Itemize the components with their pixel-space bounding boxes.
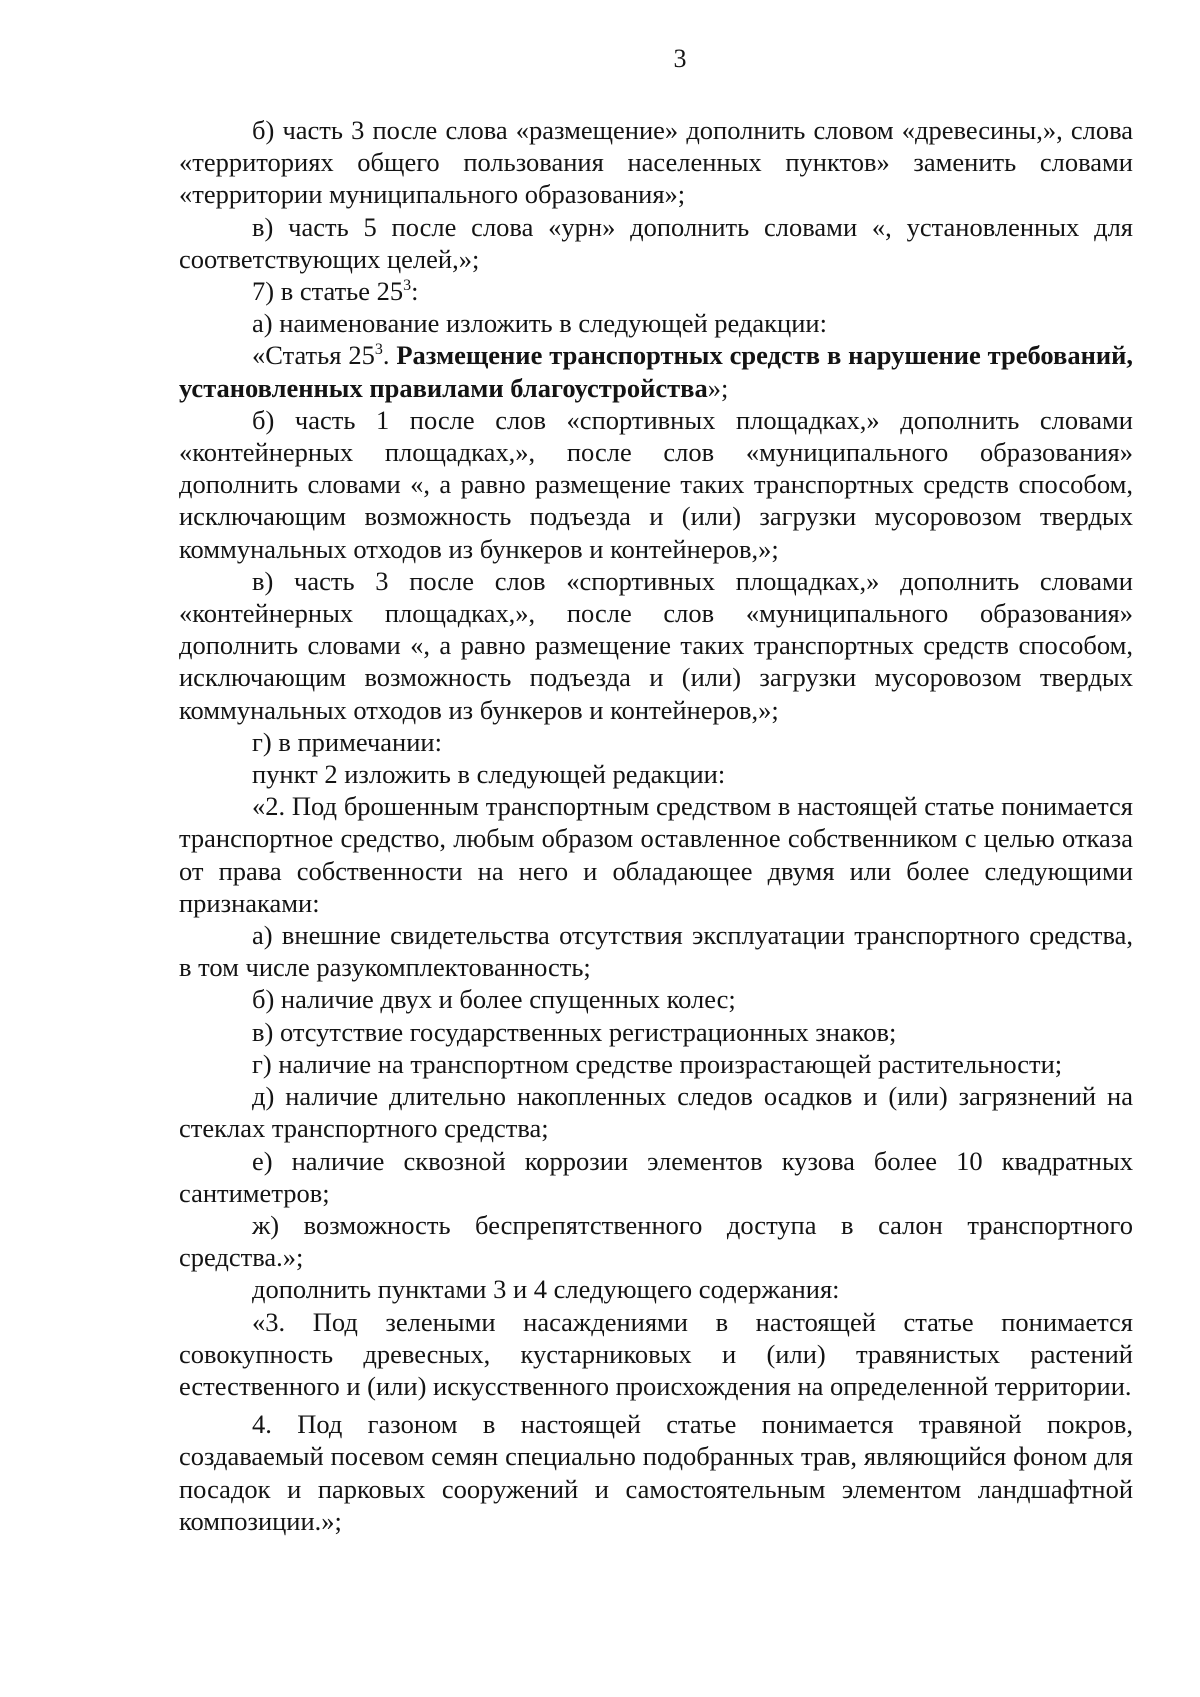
- paragraph: г) наличие на транспортном средстве произрастающей растительности;: [252, 1048, 1063, 1079]
- article-dot: .: [382, 340, 390, 371]
- paragraph-article-25-3-item: [179, 275, 1133, 307]
- paragraph: г) в примечании:: [252, 726, 442, 757]
- paragraph: б) часть 3 после слова «размещение» дополнить словом «древесины,», слова «территориях общего пользования населенных пунктов» заменить словами «территории муниципального образования»;: [179, 115, 1133, 210]
- superscript: 3: [374, 341, 383, 359]
- page-number: 3: [673, 44, 687, 73]
- paragraph: б) наличие двух и более спущенных колес;: [252, 984, 736, 1015]
- paragraph: д) наличие длительно накопленных следов осадков и (или) загрязнений на стеклах транспортного средства;: [179, 1081, 1133, 1144]
- article-suffix: »;: [707, 372, 729, 403]
- paragraph: «3. Под зелеными насаждениями в настоящей статье понимается совокупность древесных, кустарниковых и (или) травянистых растений естественного и (или) искусственного происхождения на определенной территории.: [179, 1306, 1133, 1401]
- paragraph: б) часть 1 после слов «спортивных площадках,» дополнить словами «контейнерных площадках,», после слов «муниципального образования» дополнить словами «, а равно размещение таких транспортных средств способом, исключающим возможность подъезда и (или) загрузки мусоровозом твердых коммунальных отходов из бункеров и контейнеров,»;: [179, 404, 1133, 564]
- item-suffix: :: [411, 276, 419, 307]
- paragraph: 4. Под газоном в настоящей статье понимается травяной покров, создаваемый посевом семян специально подобранных трав, являющийся фоном для посадок и парковых сооружений и самостоятельным элементом ландшафтной композиции.»;: [179, 1409, 1133, 1536]
- article-prefix: «Статья 25: [252, 340, 375, 371]
- paragraph: ж) возможность беспрепятственного доступа в салон транспортного средства.»;: [179, 1209, 1133, 1273]
- paragraph: е) наличие сквозной коррозии элементов кузова более 10 квадратных сантиметров;: [179, 1145, 1133, 1208]
- paragraph: дополнить пунктами 3 и 4 следующего содержания:: [252, 1274, 840, 1305]
- article-heading: [179, 339, 1133, 403]
- paragraph: в) часть 5 после слова «урн» дополнить словами «, установленных для соответствующих целей,»;: [179, 211, 1133, 274]
- article-title: Размещение транспортных средств в нарушение требований, установленных правилами благоустройства: [179, 340, 1133, 403]
- paragraph: в) отсутствие государственных регистрационных знаков;: [252, 1016, 897, 1047]
- paragraph: в) часть 3 после слов «спортивных площадках,» дополнить словами «контейнерных площадках,», после слов «муниципального образования» дополнить словами «, а равно размещение таких транспортных средств способом, исключающим возможность подъезда и (или) загрузки мусоровозом твердых коммунальных отходов из бункеров и контейнеров,»;: [179, 565, 1133, 725]
- paragraph: «2. Под брошенным транспортным средством в настоящей статье понимается транспортное средство, любым образом оставленное собственником с целью отказа от права собственности на него и обладающее двумя или более следующими признаками:: [179, 791, 1133, 918]
- paragraph: а) внешние свидетельства отсутствия эксплуатации транспортного средства, в том числе разукомплектованность;: [179, 920, 1133, 983]
- superscript: 3: [403, 277, 412, 295]
- paragraph: а) наименование изложить в следующей редакции:: [252, 308, 827, 339]
- document-body: [179, 114, 1133, 1537]
- item-prefix: 7) в статье 25: [252, 276, 404, 307]
- paragraph: пункт 2 изложить в следующей редакции:: [252, 759, 726, 790]
